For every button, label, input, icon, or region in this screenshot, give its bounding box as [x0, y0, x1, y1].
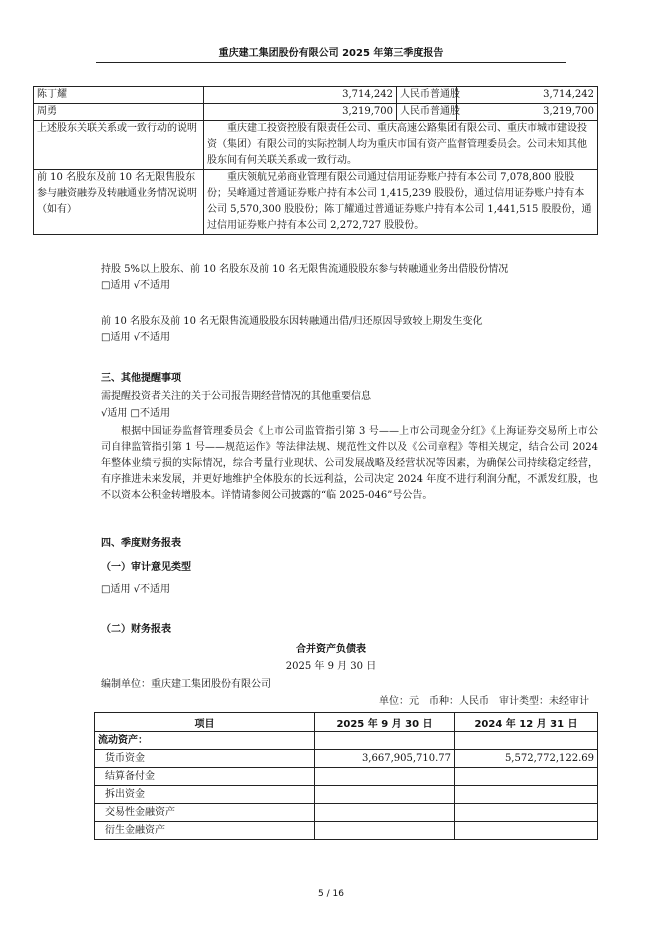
header-divider: [96, 62, 566, 63]
table-row: [95, 732, 598, 750]
change-options: □适用 √不适用: [101, 332, 170, 343]
row-item: 衍生金融资产: [95, 822, 315, 840]
table-row: [95, 750, 598, 768]
table-row: [34, 121, 598, 170]
row-item: 拆出资金: [95, 786, 315, 804]
lending-options: □适用 √不适用: [101, 280, 170, 291]
shareholder-shares: 3,714,242: [204, 87, 397, 104]
shareholder-table: [33, 86, 598, 235]
table-row: [34, 87, 598, 104]
row-value-2025: [315, 804, 455, 822]
table-row: [34, 104, 598, 121]
section-three-options: √适用 □不适用: [101, 408, 170, 419]
lending-text: 持股 5%以上股东、前 10 名股东及前 10 名无限售流通股股东参与转融通业务出借股份情况: [101, 264, 509, 275]
row-value-2024: [455, 786, 598, 804]
column-header-2024: 2024 年 12 月 31 日: [455, 713, 598, 732]
row-item: 结算备付金: [95, 768, 315, 786]
balance-sheet-date: 2025 年 9 月 30 日: [285, 661, 377, 672]
page-number: 5 / 16: [318, 889, 344, 899]
table-header-row: [95, 713, 598, 732]
column-header-item: 项目: [95, 713, 315, 732]
section-three-paragraph: 根据中国证券监督管理委员会《上市公司监管指引第 3 号——上市公司现金分红》《上海证券交易所上市公司自律监管指引第 1 号——规范运作》等法律法规、规范性文件以及《公司章程》等相关规定，结合公司 2024 年整体业绩亏损的实际情况，综合考量行业现状、公司发展战略及经营状况等因素，为确保公司持续稳定经营，有序推进未来发展，并更好地维护全体股东的长远利益，公司决定 2024 年度不进行利润分配，不派发红股，也不以资本公积金转增股本。详情请参阅公司披露的“临 2025-046”号公告。: [101, 426, 598, 501]
share-type: 人民币普通股: [397, 87, 457, 104]
audit-opinion-options: □适用 √不适用: [101, 584, 170, 595]
row-value-2025: [315, 786, 455, 804]
table-cell: [315, 732, 455, 750]
share-type: 人民币普通股: [397, 104, 457, 121]
related-text: 重庆建工投资控股有限责任公司、重庆高速公路集团有限公司、重庆市城市建设投资（集团）有限公司的实际控制人均为重庆市国有资产监督管理委员会。公司未知其他股东间有何关联关系或一致行动。: [204, 121, 598, 170]
report-header-title: 重庆建工集团股份有限公司 2025 年第三季度报告: [218, 48, 444, 59]
change-text: 前 10 名股东及前 10 名无限售流通股股东因转融通出借/归还原因导致较上期发生变化: [101, 316, 483, 327]
shareholder-name: 周勇: [34, 104, 204, 121]
balance-sheet-title: 合并资产负债表: [296, 644, 366, 655]
table-row: [95, 786, 598, 804]
section-three-intro: 需提醒投资者关注的关于公司报告期经营情况的其他重要信息: [101, 391, 371, 402]
share-count: 3,219,700: [457, 104, 598, 121]
balance-sheet-table: [94, 712, 598, 840]
current-assets-label: 流动资产：: [95, 732, 315, 750]
table-row: [95, 768, 598, 786]
unit-currency-audit: 单位：元 币种：人民币 审计类型：未经审计: [379, 696, 589, 707]
related-label: 上述股东关联关系或一致行动的说明: [34, 121, 204, 170]
table-row: [95, 822, 598, 840]
shareholder-shares: 3,219,700: [204, 104, 397, 121]
row-value-2025: [315, 768, 455, 786]
row-value-2024: [455, 768, 598, 786]
section-three-heading: 三、其他提醒事项: [101, 373, 181, 384]
row-value-2025: 3,667,905,710.77: [315, 750, 455, 768]
row-value-2024: [455, 804, 598, 822]
row-value-2024: 5,572,772,122.69: [455, 750, 598, 768]
share-count: 3,714,242: [457, 87, 598, 104]
shareholder-name: 陈丁耀: [34, 87, 204, 104]
audit-opinion-heading: （一）审计意见类型: [101, 562, 191, 573]
margin-text: 重庆领航兄弟商业管理有限公司通过信用证券账户持有本公司 7,078,800 股股份；吴峰通过普通证券账户持有本公司 1,415,239 股股份，通过信用证券账户持有本公司 5,570,300 股股份；陈丁耀通过普通证券账户持有本公司 1,441,515 股股份，通过信用证券账户持有本公司 2,272,727 股股份。: [204, 170, 598, 235]
financial-statements-heading: （二）财务报表: [101, 624, 171, 635]
column-header-2025: 2025 年 9 月 30 日: [315, 713, 455, 732]
table-cell: [455, 732, 598, 750]
row-value-2024: [455, 822, 598, 840]
margin-label: 前 10 名股东及前 10 名无限售股东参与融资融券及转融通业务情况说明（如有）: [34, 170, 204, 235]
section-four-heading: 四、季度财务报表: [101, 538, 181, 549]
table-row: [95, 804, 598, 822]
table-row: [34, 170, 598, 235]
preparer-company: 编制单位：重庆建工集团股份有限公司: [101, 679, 271, 690]
row-value-2025: [315, 822, 455, 840]
row-item: 货币资金: [95, 750, 315, 768]
row-item: 交易性金融资产: [95, 804, 315, 822]
